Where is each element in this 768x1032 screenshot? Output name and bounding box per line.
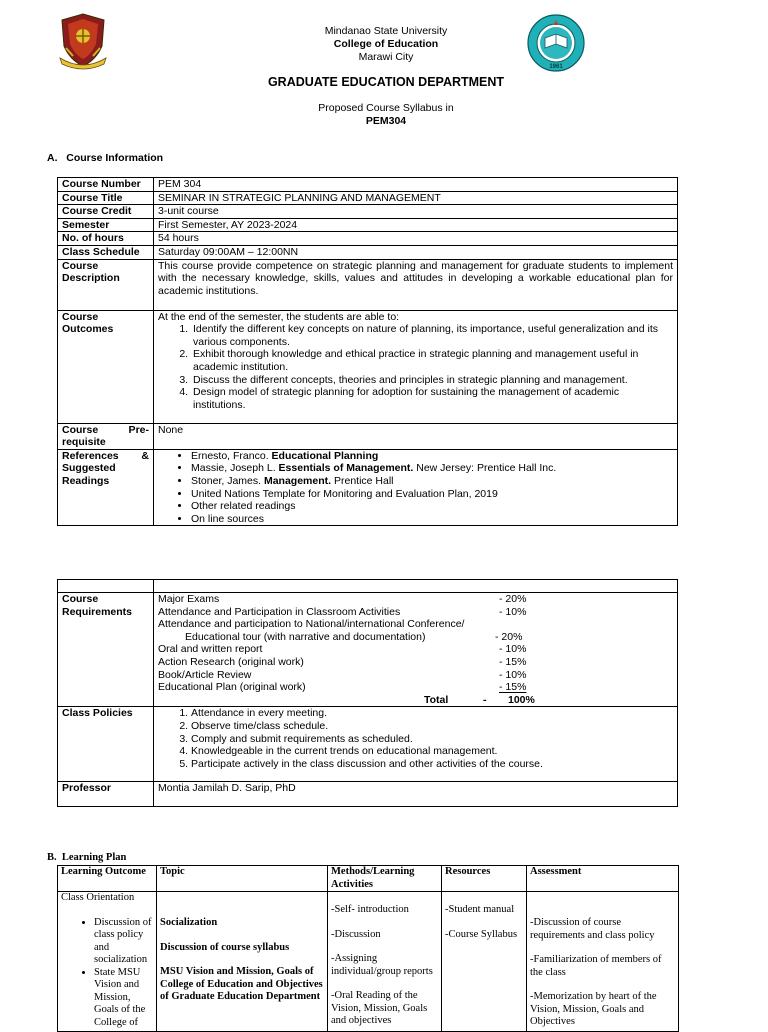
professor-label: Professor [58, 782, 154, 807]
header-topic: Topic [157, 866, 328, 892]
orientation-label: Class Orientation [61, 892, 135, 903]
requirement-item: Book/Article Review - 10% [158, 668, 527, 681]
description-row [58, 259, 678, 310]
header-assessment: Assessment [527, 866, 679, 892]
policy-item: 3. Comply and submit requirements as scheduled. [191, 733, 673, 746]
total-label: Total [424, 693, 449, 706]
requirements-table [57, 579, 678, 807]
header-learning-outcome: Learning Outcome [58, 866, 157, 892]
row-label: Course Number [58, 178, 154, 192]
info-row [58, 191, 678, 205]
requirement-item: Educational tour (with narrative and documentation) - 20% [185, 630, 523, 643]
outcomes-label: Course Outcomes [58, 310, 154, 423]
requirements-total [158, 694, 673, 707]
requirement-item: Attendance and Participation in Classroom Activities - 10% [158, 605, 527, 618]
policy-item: 5. Participate actively in the class discussion and other activities of the course. [191, 758, 673, 771]
header-resources: Resources [442, 866, 527, 892]
section-a-title: A. Course Information [47, 152, 164, 164]
outcomes-row [58, 310, 678, 423]
row-label: Course Credit [58, 205, 154, 219]
topic-cell [157, 892, 328, 1032]
row-label: Class Schedule [58, 245, 154, 259]
requirement-item: Educational Plan (original work) - 15% [158, 681, 527, 694]
topic-item: Socialization [160, 917, 218, 928]
course-code-heading: PEM304 [365, 115, 407, 127]
requirement-item: Attendance and participation to National/international Conference/ [158, 618, 465, 631]
policies-label: Class Policies [58, 707, 154, 782]
department-title: GRADUATE EDUCATION DEPARTMENT [267, 75, 505, 89]
row-label: Course Title [58, 191, 154, 205]
policies-cell [154, 707, 678, 782]
prereq-label: Course Pre-requisite [58, 423, 154, 449]
row-value: PEM 304 [154, 178, 678, 192]
reference-item: • Ernesto, Franco. Educational Planning [191, 450, 673, 463]
policies-list [158, 707, 673, 770]
topic-item: MSU Vision and Mission, Goals of College of Education and Objectives of Graduate Education Department [160, 966, 323, 1002]
learning-plan-row [58, 892, 679, 1032]
row-value: Saturday 09:00AM – 12:00NN [154, 245, 678, 259]
assessment-item: -Discussion of course requirements and class policy [530, 917, 655, 941]
outcome-item: • State MSU Vision and Mission, Goals of the College of [94, 967, 153, 1030]
info-row [58, 245, 678, 259]
outcome-item: 3. Discuss the different concepts, theories and principles in strategic planning and management. [191, 374, 673, 387]
row-value: 3-unit course [154, 205, 678, 219]
college-name: College of Education [333, 38, 439, 50]
info-row [58, 205, 678, 219]
course-info-table [57, 177, 678, 526]
outcome-list [61, 917, 153, 1030]
assessment-cell [527, 892, 679, 1032]
row-value: First Semester, AY 2023-2024 [154, 218, 678, 232]
methods-cell [328, 892, 442, 1032]
total-dash: - [483, 693, 487, 706]
method-item: -Self- introduction [331, 904, 409, 915]
requirement-item: Action Research (original work) - 15% [158, 655, 527, 668]
outcomes-cell [154, 310, 678, 423]
city-name: Marawi City [358, 51, 414, 63]
row-value: 54 hours [154, 232, 678, 246]
topic-item: Discussion of course syllabus [160, 941, 290, 953]
blank-row [58, 580, 678, 593]
outcomes-intro: At the end of the semester, the students are able to: [158, 310, 400, 323]
references-row [58, 449, 678, 526]
outcomes-list [158, 323, 673, 411]
requirements-label: Course Requirements [58, 593, 154, 707]
reference-item: • United Nations Template for Monitoring and Evaluation Plan, 2019 [191, 488, 673, 501]
learning-plan-header [58, 866, 679, 892]
description-label: Course Description [58, 259, 154, 310]
total-value: 100% [508, 693, 535, 706]
learning-plan-table [57, 865, 679, 1032]
row-value: SEMINAR IN STRATEGIC PLANNING AND MANAGEMENT [154, 191, 678, 205]
policy-item: 2. Observe time/class schedule. [191, 720, 673, 733]
reference-item: • Other related readings [191, 500, 673, 513]
professor-name: Montia Jamilah D. Sarip, PhD [154, 782, 678, 807]
row-label: No. of hours [58, 232, 154, 246]
outcome-item: 1. Identify the different key concepts on nature of planning, its importance, useful generalization and its various components. [191, 323, 673, 348]
row-label: Semester [58, 218, 154, 232]
resources-cell [442, 892, 527, 1032]
method-item: -Oral Reading of the Vision, Mission, Goals and objectives [331, 990, 428, 1026]
policy-item: 4. Knowledgeable in the current trends on educational management. [191, 745, 673, 758]
header-methods: Methods/Learning Activities [328, 866, 442, 892]
policy-item: 1. Attendance in every meeting. [191, 707, 673, 720]
method-item: -Discussion [331, 928, 381, 940]
references-cell [154, 449, 678, 526]
learning-outcome-cell [58, 892, 157, 1032]
info-row [58, 178, 678, 192]
outcome-item: • Discussion of class policy and socialization [94, 917, 153, 967]
svg-text:1961: 1961 [549, 64, 563, 70]
info-row [58, 218, 678, 232]
course-description: This course provide competence on strategic planning and management for graduate students to implement with the necessary knowledge, skills, values and attitudes in developing a workable educational plan for academic institutions. [154, 259, 678, 310]
prereq-value: None [154, 423, 678, 449]
resource-item: -Course Syllabus [445, 928, 518, 940]
syllabus-label: Proposed Course Syllabus in [318, 102, 454, 114]
professor-row [58, 782, 678, 807]
reference-item: • Stoner, James. Management. Prentice Hall [191, 475, 673, 488]
info-row [58, 232, 678, 246]
requirements-cell [154, 593, 678, 707]
section-b-title: B. Learning Plan [47, 852, 127, 863]
requirement-item: Major Exams - 20% [158, 593, 527, 605]
policies-row [58, 707, 678, 782]
prereq-row [58, 423, 678, 449]
resource-item: -Student manual [445, 904, 515, 915]
assessment-item: -Familiarization of members of the class [530, 954, 662, 978]
references-list [158, 450, 673, 526]
reference-item: • On line sources [191, 513, 673, 526]
requirements-row [58, 593, 678, 707]
outcome-item: 4. Design model of strategic planning for adoption for sustaining the management of academic institutions. [191, 386, 673, 411]
requirement-item: Oral and written report - 10% [158, 643, 527, 656]
assessment-item: -Memorization by heart of the Vision, Mission, Goals and Objectives [530, 991, 657, 1027]
university-name: Mindanao State University [324, 25, 448, 37]
outcome-item: 2. Exhibit thorough knowledge and ethical practice in strategic planning and management useful in academic institution. [191, 348, 673, 373]
references-label: References & Suggested Readings [58, 449, 154, 526]
reference-item: • Massie, Joseph L. Essentials of Management. New Jersey: Prentice Hall Inc. [191, 462, 673, 475]
method-item: -Assigning individual/group reports [331, 953, 433, 977]
